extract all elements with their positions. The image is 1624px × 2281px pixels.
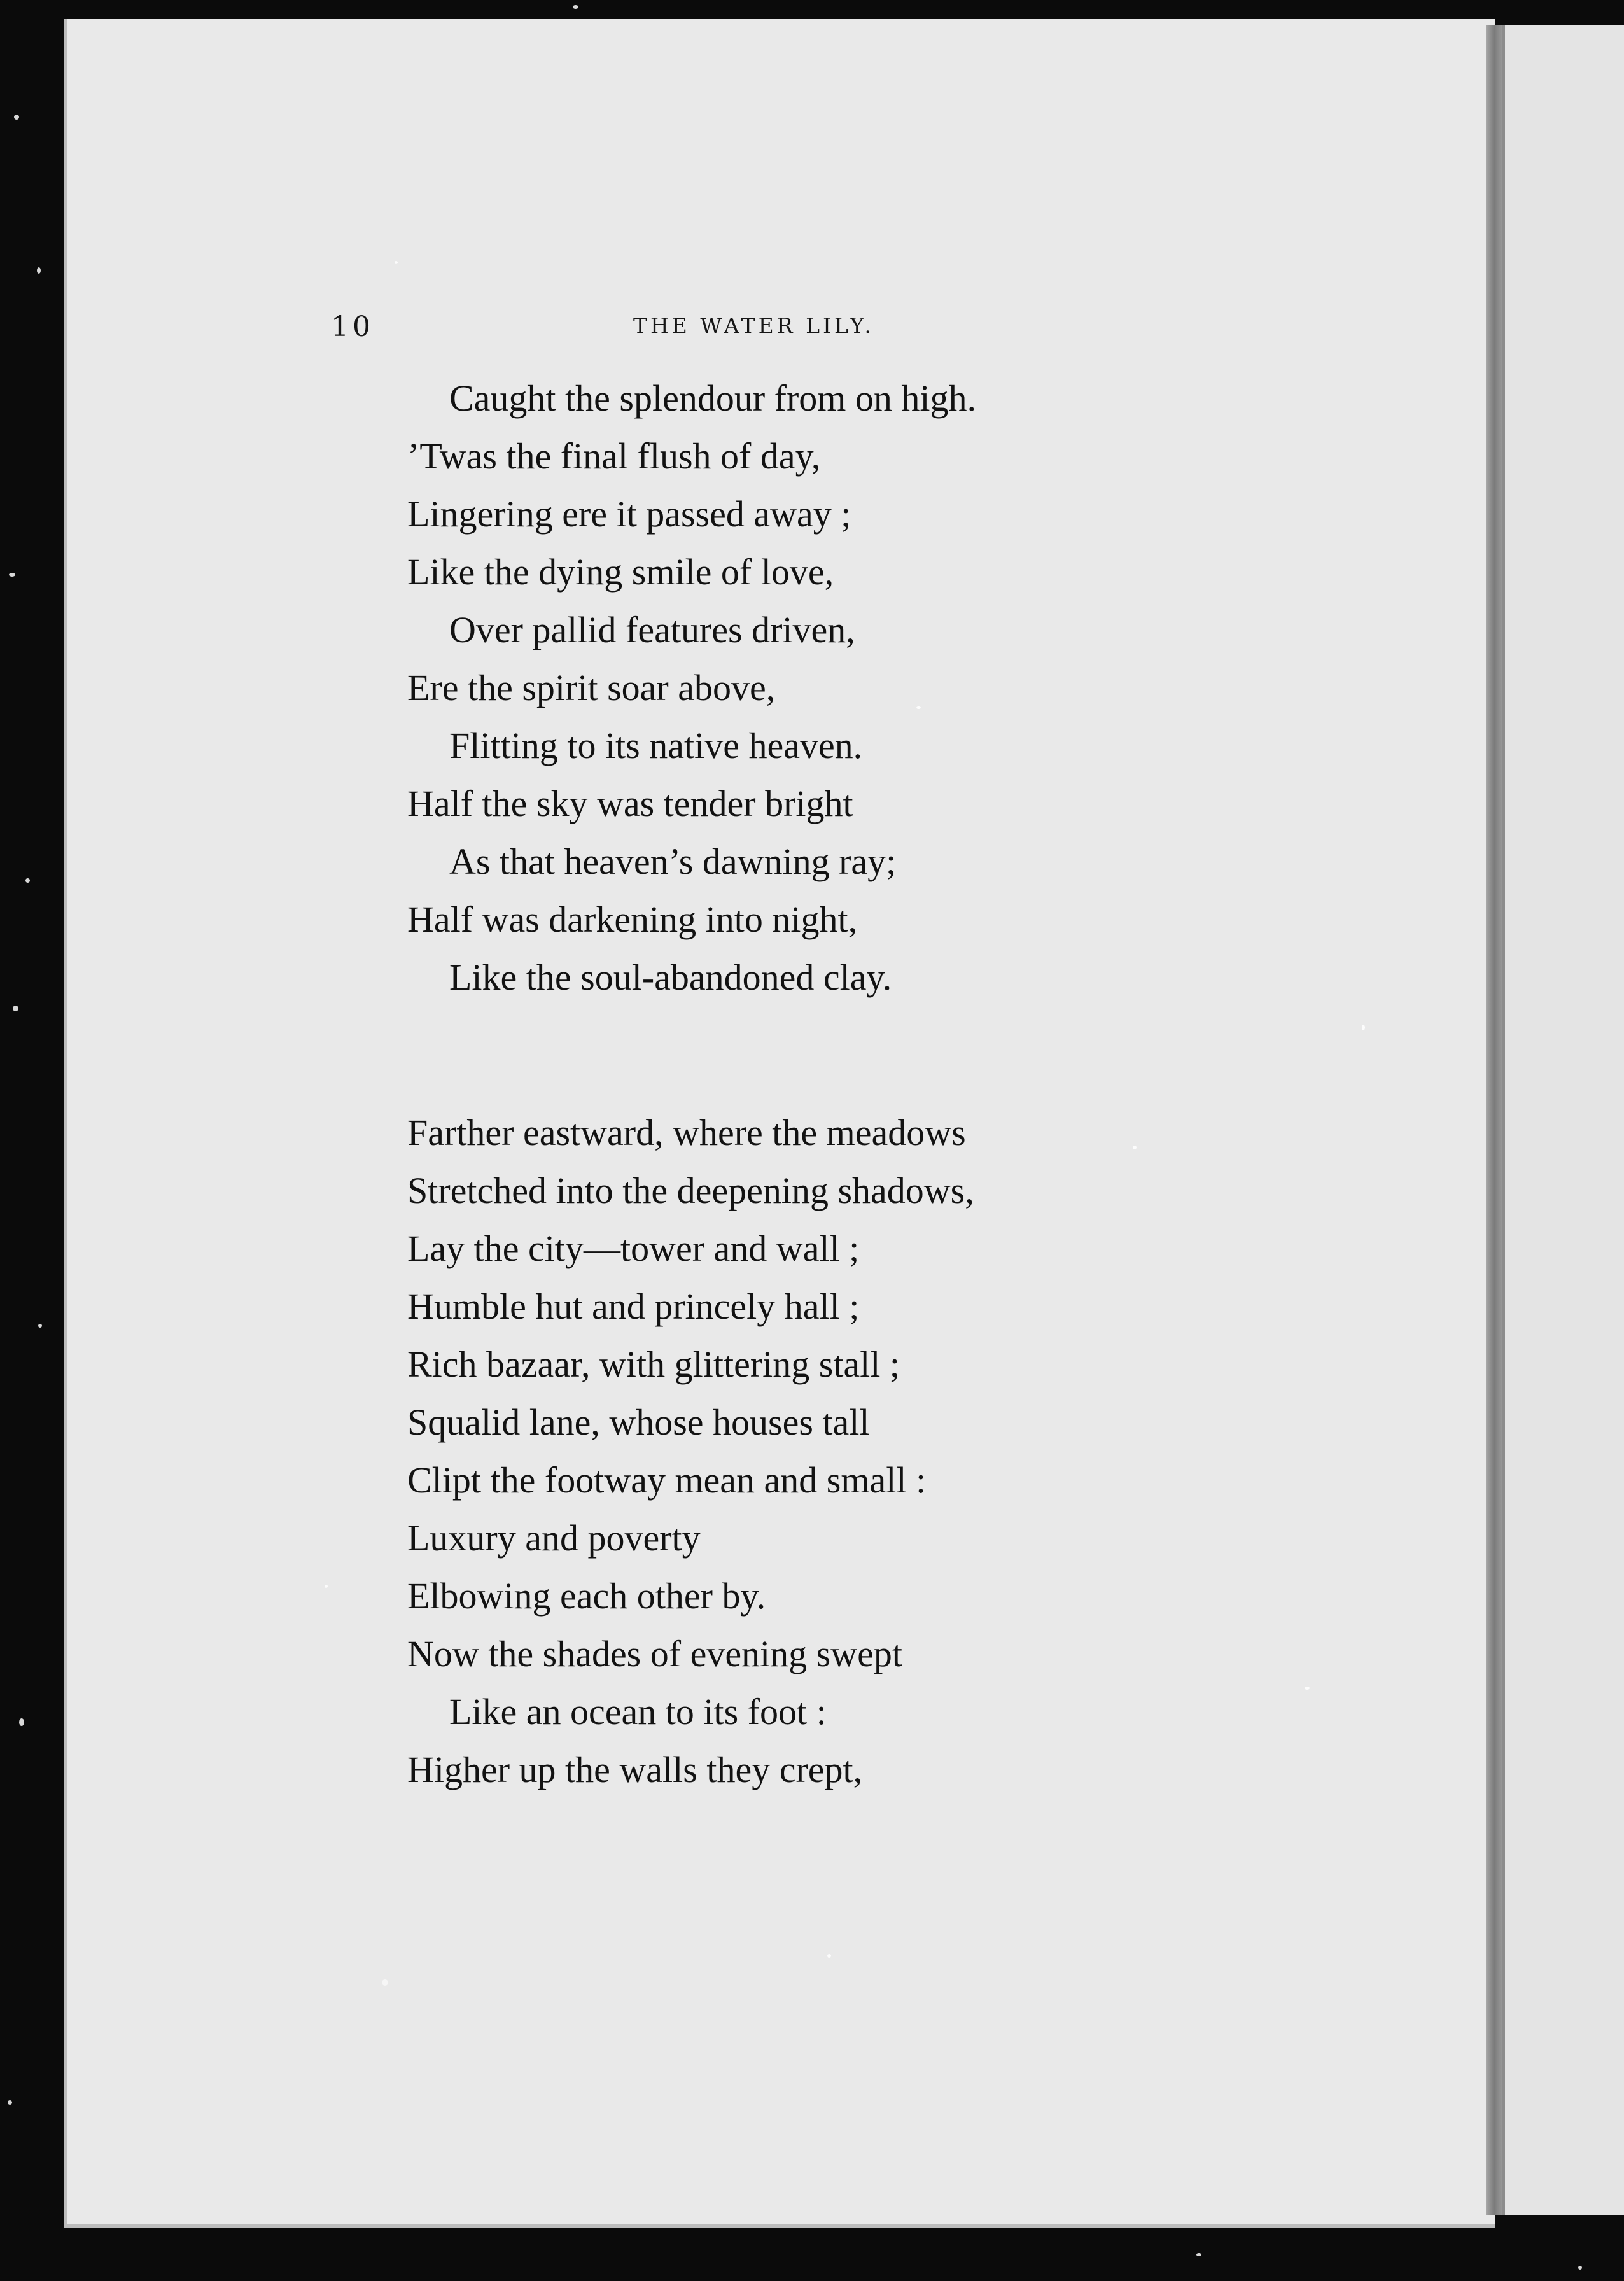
- border-speck: [13, 1006, 18, 1011]
- page-dust: [827, 1954, 831, 1958]
- running-head: [331, 311, 1260, 349]
- adjacent-page-edge: [1502, 25, 1624, 2215]
- page-dust: [395, 261, 398, 264]
- poem-text: [407, 369, 1120, 1799]
- border-speck: [1578, 2266, 1582, 2270]
- page-dust: [1305, 1687, 1310, 1690]
- border-speck: [8, 2100, 12, 2105]
- stanza: [407, 1104, 1120, 1799]
- verse-line: Like the soul-abandoned clay.: [449, 957, 892, 998]
- verse-line: Half the sky was tender bright: [407, 783, 853, 824]
- page-number: 10: [331, 311, 374, 343]
- verse-line: Ere the spirit soar above,: [407, 667, 776, 708]
- page-dust: [1362, 1025, 1365, 1030]
- verse-line: Lay the city—tower and wall ;: [407, 1228, 860, 1269]
- border-speck: [37, 267, 41, 274]
- border-speck: [25, 878, 30, 883]
- verse-line: Over pallid features driven,: [449, 609, 855, 650]
- border-speck: [1196, 2253, 1201, 2256]
- border-speck: [14, 115, 19, 120]
- verse-line: Clipt the footway mean and small :: [407, 1459, 927, 1501]
- verse-line: Half was darkening into night,: [407, 899, 858, 940]
- stanza: [407, 369, 1120, 1006]
- verse-line: Caught the splendour from on high.: [449, 377, 977, 419]
- border-speck: [573, 5, 578, 9]
- verse-line: Now the shades of evening swept: [407, 1633, 902, 1674]
- border-speck: [38, 1324, 42, 1328]
- verse-line: Squalid lane, whose houses tall: [407, 1401, 870, 1443]
- border-speck: [19, 1718, 24, 1726]
- page-dust: [1133, 1146, 1137, 1149]
- page-dust: [382, 1979, 388, 1986]
- verse-line: Higher up the walls they crept,: [407, 1749, 863, 1790]
- verse-line: Humble hut and princely hall ;: [407, 1286, 860, 1327]
- verse-line: Lingering ere it passed away ;: [407, 493, 851, 535]
- verse-line: Like an ocean to its foot :: [449, 1691, 827, 1732]
- verse-line: Rich bazaar, with glittering stall ;: [407, 1344, 900, 1385]
- verse-line: Like the dying smile of love,: [407, 551, 834, 593]
- page-dust: [325, 1585, 328, 1588]
- verse-line: Farther eastward, where the meadows: [407, 1112, 966, 1153]
- verse-line: Elbowing each other by.: [407, 1575, 766, 1617]
- running-title: THE WATER LILY.: [633, 313, 874, 338]
- page-edge-shadow: [1486, 25, 1502, 2215]
- border-speck: [9, 573, 15, 577]
- verse-line: Luxury and poverty: [407, 1517, 701, 1559]
- verse-line: Stretched into the deepening shadows,: [407, 1170, 974, 1211]
- verse-line: Flitting to its native heaven.: [449, 725, 863, 766]
- verse-line: As that heaven’s dawning ray;: [449, 841, 897, 882]
- verse-line: ’Twas the final flush of day,: [407, 435, 821, 477]
